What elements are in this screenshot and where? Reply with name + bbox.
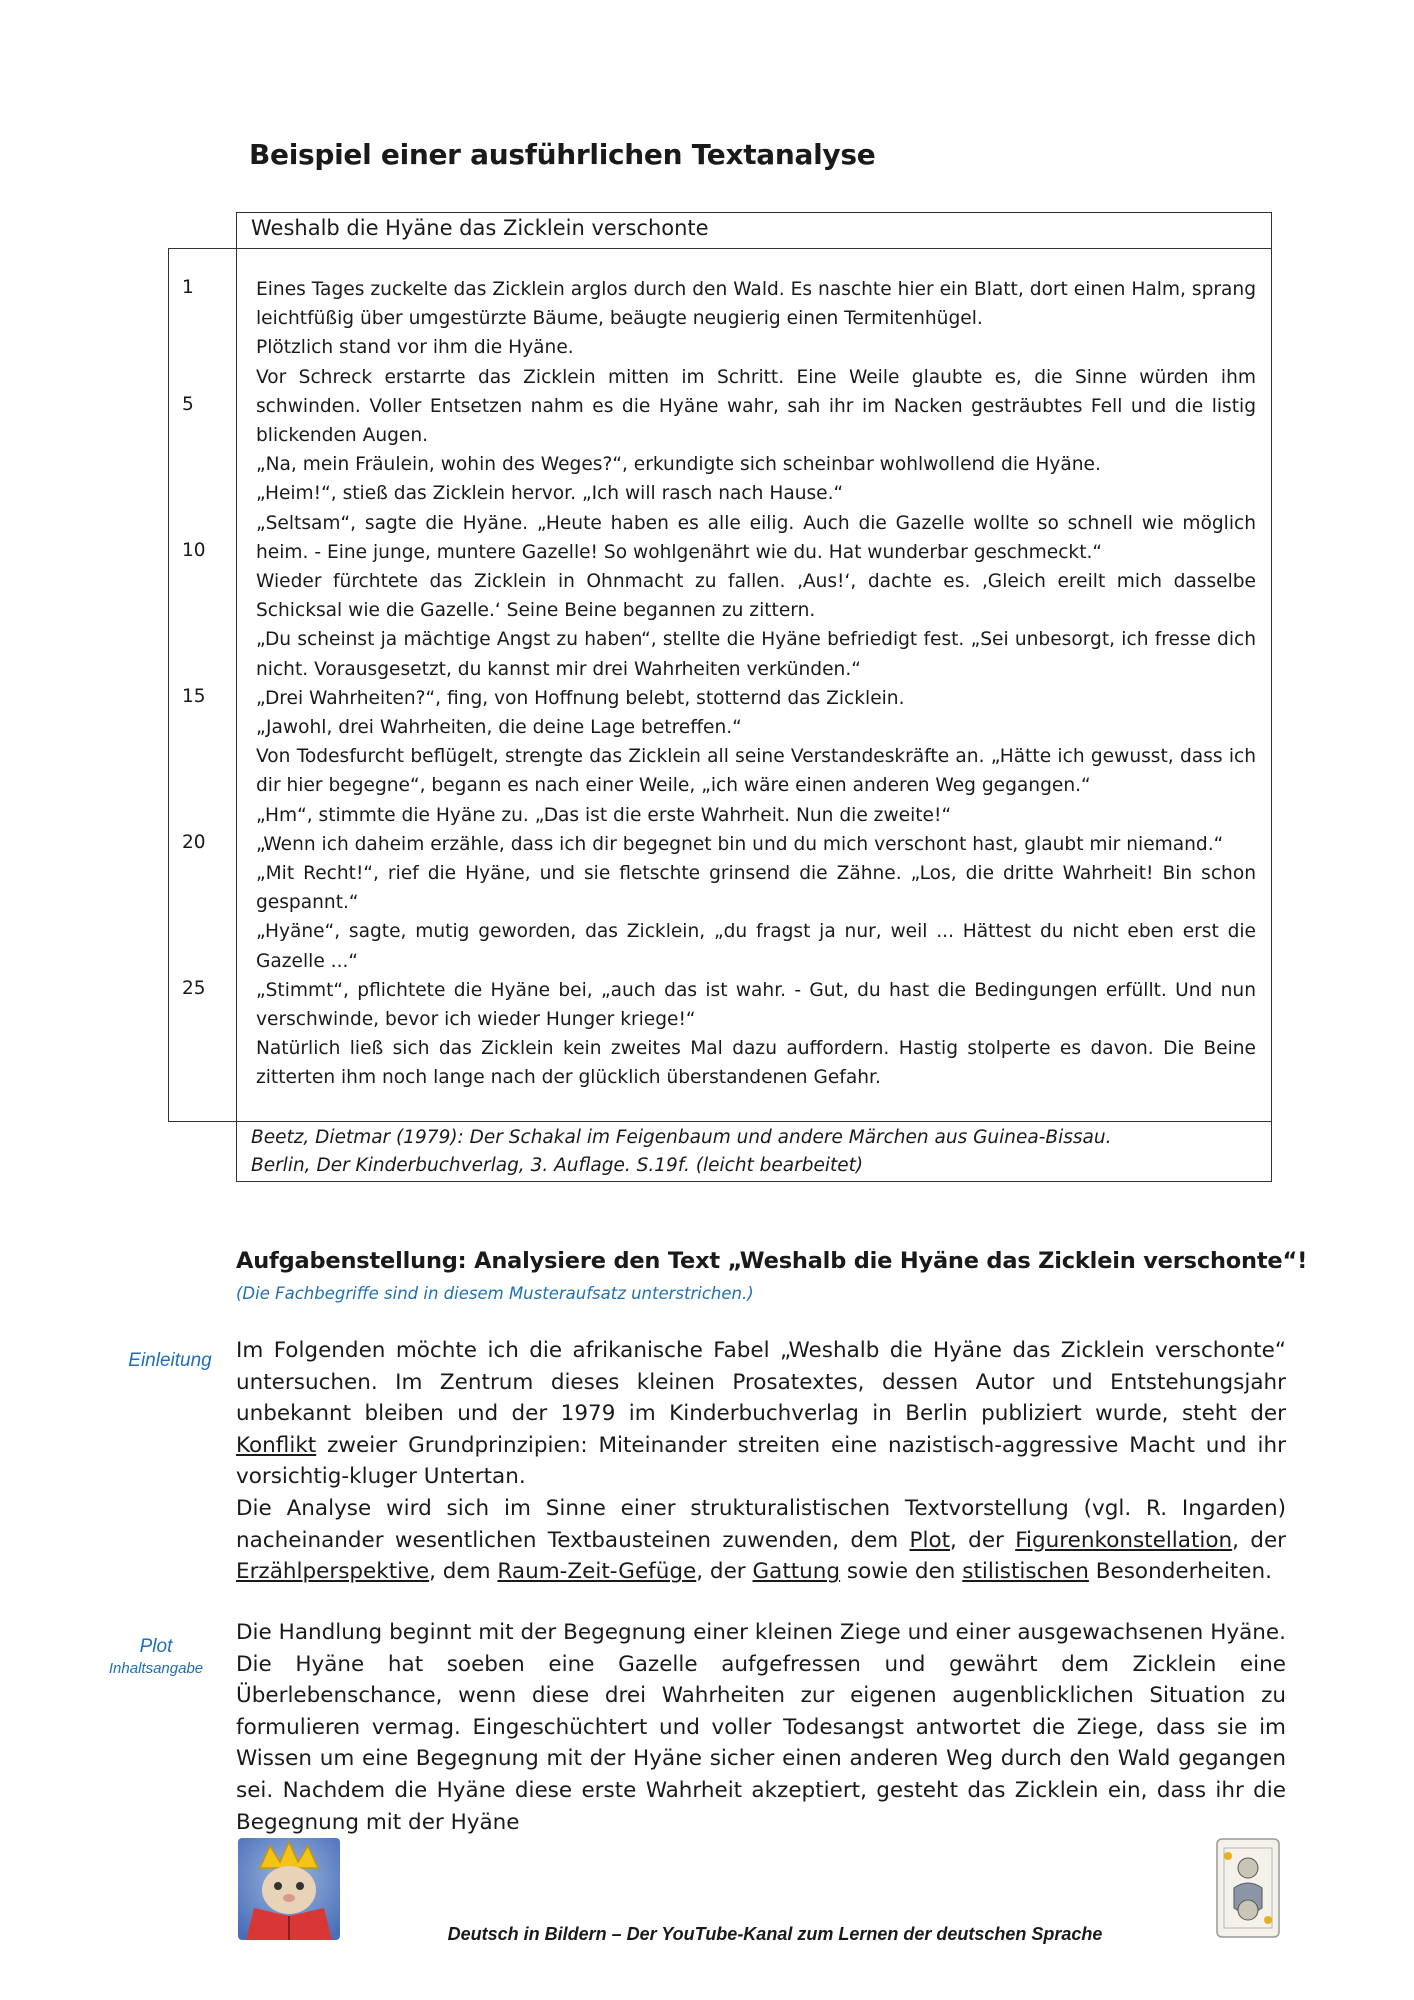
story-paragraph: „Jawohl, drei Wahrheiten, die deine Lage betreffen.“ — [256, 717, 742, 739]
text-run: , dem — [429, 1559, 498, 1585]
story-paragraph: „Hm“, stimmte die Hyäne zu. „Das ist die erste Wahrheit. Nun die zweite!“ — [256, 804, 952, 826]
playing-card-icon — [1216, 1838, 1280, 1938]
essay-paragraph: Die Handlung beginnt mit der Begegnung einer kleinen Ziege und einer ausgewachsenen Hyäne. Die Hyäne hat soeben eine Gazelle aufgefressen und gewährt dem Zicklein eine Überlebenschance, wenn diese drei Wahrheiten zur eigenen augenblicklichen Situation zu formulieren vermag. Eingeschüchtert und voller Todesangst antwortet die Ziege, dass sie im Wissen um eine Begegnung mit der Hyäne sicher einen anderen Weg durch den Wald gegangen sei. Nachdem die Hyäne diese erste Wahrheit akzeptiert, gesteht das Zicklein ein, dass ihr die Begegnung mit der Hyäne — [236, 1620, 1286, 1835]
line-number: 25 — [182, 978, 206, 999]
text-run: Im Folgenden möchte ich die afrikanische Fabel „Weshalb die Hyäne das Zicklein verschonte“ untersuchen. Im Zentrum dieses kleinen Prosatextes, dessen Autor und Entstehungsjahr unbekannt bleiben und der 1979 im Kinderbuchverlag in Berlin publiziert wurde, steht der — [236, 1338, 1286, 1427]
story-paragraph: „Seltsam“, sagte die Hyäne. „Heute haben es alle eilig. Auch die Gazelle wollte so schnell wie möglich heim. - Eine junge, muntere Gazelle! So wohlgenährt wie du. Hat wunderbar geschmeckt.“ — [256, 512, 1256, 563]
text-run: Besonderheiten. — [1088, 1559, 1272, 1585]
text-run: zweier Grundprinzipien: Miteinander streiten eine nazistisch-aggressive Macht und ihr vorsichtig-kluger Untertan. — [236, 1432, 1286, 1490]
line-number: 5 — [182, 394, 194, 415]
story-paragraph: „Heim!“, stieß das Zicklein hervor. „Ich will rasch nach Hause.“ — [256, 483, 844, 505]
story-paragraph: „Du scheinst ja mächtige Angst zu haben“, stellte die Hyäne befriedigt fest. „Sei unbesorgt, ich fresse dich nicht. Vorausgesetzt, du kannst mir drei Wahrheiten verkünden.“ — [256, 629, 1256, 680]
footer-text: Deutsch in Bildern – Der YouTube-Kanal zum Lernen der deutschen Sprache — [447, 1924, 1103, 1944]
term-plot: Plot — [909, 1527, 951, 1553]
story-title: Weshalb die Hyäne das Zicklein verschonte — [251, 216, 709, 240]
margin-label-plot-sub: Inhaltsangabe — [108, 1660, 204, 1677]
term-raum-zeit: Raum-Zeit-Gefüge — [497, 1559, 697, 1585]
term-figurenkonstellation: Figurenkonstellation — [1015, 1527, 1233, 1553]
story-paragraph: Von Todesfurcht beflügelt, strengte das Zicklein all seine Verstandeskräfte an. „Hätte ich gewusst, dass ich dir hier begegne“, begann es nach einer Weile, „ich wäre einen anderen Weg gegangen.“ — [256, 746, 1256, 797]
text-run: Die Analyse wird sich im Sinne einer strukturalistischen Textvorstellung (vgl. R. Ingarden) nacheinander wesentlichen Textbausteinen zuwenden, dem — [236, 1495, 1286, 1553]
essay-plot — [236, 1617, 1286, 1838]
margin-label-plot-title: Plot — [139, 1636, 173, 1657]
story-paragraph: Plötzlich stand vor ihm die Hyäne. — [256, 337, 574, 359]
story-paragraph: „Mit Recht!“, rief die Hyäne, und sie fletschte grinsend die Zähne. „Los, die dritte Wahrheit! Bin schon gespannt.“ — [256, 863, 1256, 914]
text-run: , der — [1232, 1527, 1287, 1553]
story-paragraph: Eines Tages zuckelte das Zicklein arglos durch den Wald. Es naschte hier ein Blatt, dort einen Halm, sprang leichtfüßig über umgestürzte Bäume, beäugte neugierig einen Termitenhügel. — [256, 279, 1256, 330]
essay-introduction — [236, 1335, 1286, 1588]
story-paragraph: Wieder fürchtete das Zicklein in Ohnmacht zu fallen. ‚Aus!‘, dachte es. ‚Gleich ereilt mich dasselbe Schicksal wie die Gazelle.‘ Seine Beine begannen zu zittern. — [256, 571, 1256, 622]
task-note: (Die Fachbegriffe sind in diesem Musteraufsatz unterstrichen.) — [236, 1284, 754, 1303]
source-line: Berlin, Der Kinderbuchverlag, 3. Auflage. S.19f. (leicht bearbeitet) — [251, 1155, 864, 1176]
source-citation — [251, 1124, 1111, 1180]
story-paragraph: „Na, mein Fräulein, wohin des Weges?“, erkundigte sich scheinbar wohlwollend die Hyäne. — [256, 454, 1101, 476]
line-number: 20 — [182, 832, 206, 853]
term-konflikt: Konflikt — [236, 1432, 317, 1458]
story-paragraph: „Hyäne“, sagte, mutig geworden, das Zicklein, „du fragst ja nur, weil ... Hättest du nicht eben erst die Gazelle ...“ — [256, 921, 1256, 972]
term-stilistisch: stilistischen — [962, 1559, 1089, 1585]
term-erzaehlperspektive: Erzählperspektive — [236, 1559, 430, 1585]
text-run: sowie den — [840, 1559, 963, 1585]
column-divider — [236, 248, 237, 1122]
task-title: Aufgabenstellung: Analysiere den Text „Weshalb die Hyäne das Zicklein verschonte“! — [236, 1248, 1308, 1274]
story-paragraph: Vor Schreck erstarrte das Zicklein mitten im Schritt. Eine Weile glaubte es, die Sinne würden ihm schwinden. Voller Entsetzen nahm es die Hyäne wahr, sah ihr im Nacken gesträubtes Fell und die listig blickenden Augen. — [256, 366, 1256, 447]
text-run: , der — [696, 1559, 753, 1585]
story-paragraph: Natürlich ließ sich das Zicklein kein zweites Mal dazu auffordern. Hastig stolperte es davon. Die Beine zitterten ihm noch lange nach der glücklich überstandenen Gefahr. — [256, 1038, 1256, 1089]
source-cell — [236, 1122, 1272, 1182]
margin-label-einleitung: Einleitung — [128, 1350, 212, 1371]
story-text — [256, 275, 1256, 1093]
line-number: 10 — [182, 540, 206, 561]
story-paragraph: „Wenn ich daheim erzähle, dass ich dir begegnet bin und du mich verschont hast, glaubt mir niemand.“ — [256, 833, 1224, 855]
line-number: 15 — [182, 686, 206, 707]
text-run: , der — [950, 1527, 1016, 1553]
term-gattung: Gattung — [752, 1559, 841, 1585]
margin-label-plot — [100, 1636, 212, 1680]
page-title: Beispiel einer ausführlichen Textanalyse — [249, 138, 876, 171]
story-paragraph: „Stimmt“, pflichtete die Hyäne bei, „auch das ist wahr. - Gut, du hast die Bedingungen erfüllt. Und nun verschwinde, bevor ich wieder Hunger kriege!“ — [256, 979, 1256, 1031]
source-line: Beetz, Dietmar (1979): Der Schakal im Feigenbaum und andere Märchen aus Guinea-Bissau. — [251, 1127, 1112, 1148]
essay-paragraph — [236, 1493, 1286, 1588]
story-paragraph: „Drei Wahrheiten?“, fing, von Hoffnung belebt, stotternd das Zicklein. — [256, 687, 905, 709]
line-number: 1 — [182, 277, 194, 298]
story-title-cell — [236, 212, 1272, 248]
essay-paragraph — [236, 1335, 1286, 1493]
